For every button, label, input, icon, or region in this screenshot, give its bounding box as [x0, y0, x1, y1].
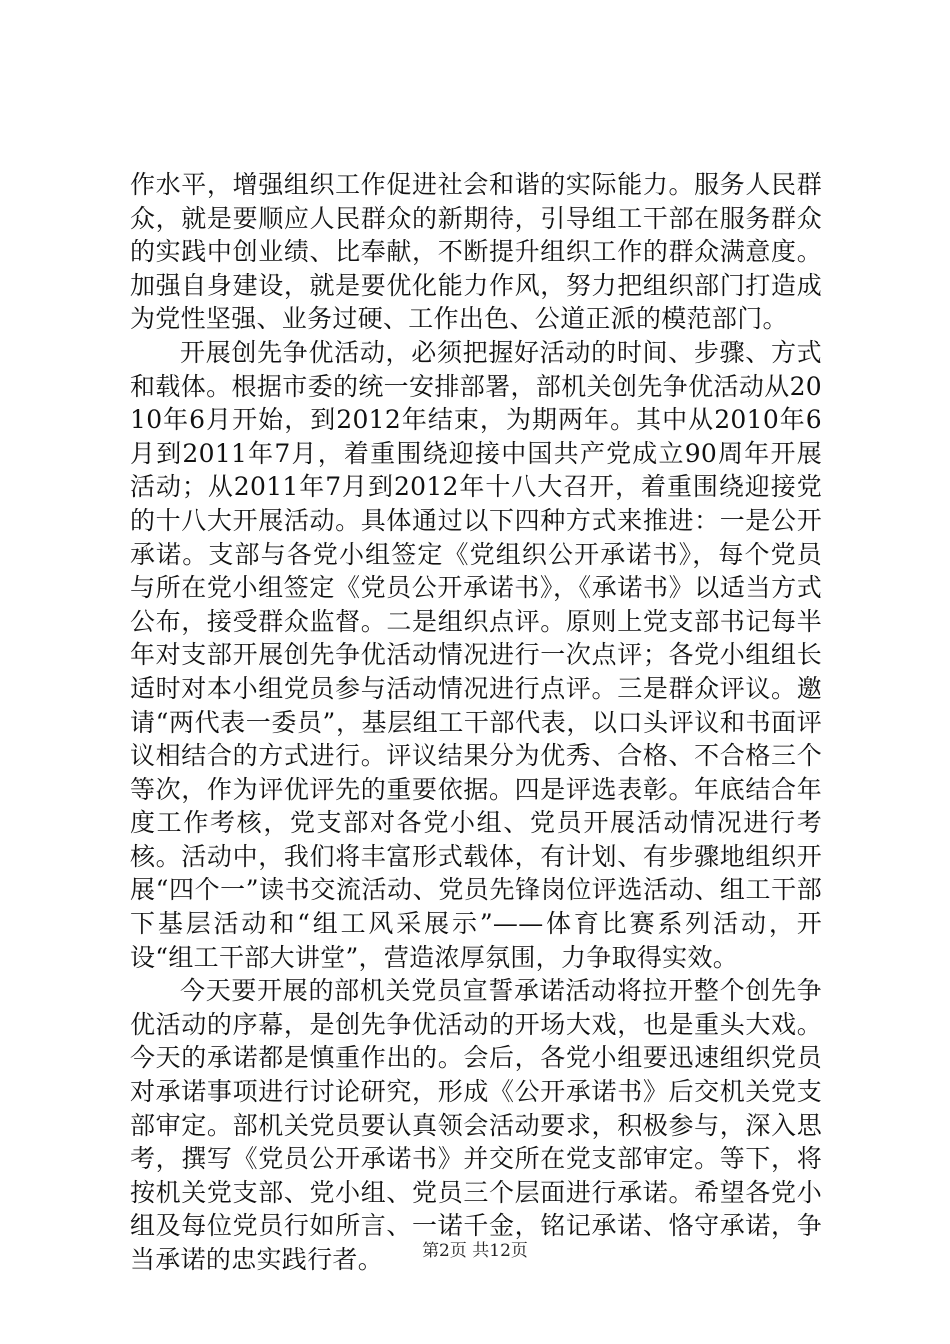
paragraph-1: 作水平，增强组织工作促进社会和谐的实际能力。服务人民群众，就是要顺应人民群众的新期待，引导组工干部在服务群众的实践中创业绩、比奉献，不断提升组织工作的群众满意度。加强自身建设，就是要优化能力作风，努力把组织部门打造成为党性坚强、业务过硬、工作出色、公道正派的模范部门。 [130, 170, 822, 334]
paragraph-2: 开展创先争优活动，必须把握好活动的时间、步骤、方式和载体。根据市委的统一安排部署，部机关创先争优活动从2010年6月开始，到2012年结束，为期两年。其中从2010年6月到2011年7月，着重围绕迎接中国共产党成立90周年开展活动；从2011年7月到2012年十八大召开，着重围绕迎接党的十八大开展活动。具体通过以下四种方式来推进：一是公开承诺。支部与各党小组签定《党组织公开承诺书》，每个党员与所在党小组签定《党员公开承诺书》，《承诺书》以适当方式公布，接受群众监督。二是组织点评。原则上党支部书记每半年对支部开展创先争优活动情况进行一次点评；各党小组组长适时对本小组党员参与活动情况进行点评。三是群众评议。邀请“两代表一委员”，基层组工干部代表，以口头评议和书面评议相结合的方式进行。评议结果分为优秀、合格、不合格三个等次，作为评优评先的重要依据。四是评选表彰。年底结合年度工作考核，党支部对各党小组、党员开展活动情况进行考核。活动中，我们将丰富形式载体，有计划、有步骤地组织开展“四个一”读书交流活动、党员先锋岗位评选活动、组工干部下基层活动和“组工风采展示”——体育比赛系列活动，开设“组工干部大讲堂”，营造浓厚氛围，力争取得实效。 [130, 337, 822, 972]
document-body [130, 168, 822, 1277]
paragraph-3: 今天要开展的部机关党员宣誓承诺活动将拉开整个创先争优活动的序幕，是创先争优活动的开场大戏，也是重头大戏。今天的承诺都是慎重作出的。会后，各党小组要迅速组织党员对承诺事项进行讨论研究，形成《公开承诺书》后交机关党支部审定。部机关党员要认真领会活动要求，积极参与，深入思考，撰写《党员公开承诺书》并交所在党支部审定。等下，将按机关党支部、党小组、党员三个层面进行承诺。希望各党小组及每位党员行如所言、一诺千金，铭记承诺、恪守承诺，争当承诺的忠实践行者。 [130, 976, 822, 1274]
page-footer [0, 1240, 950, 1262]
page-number-label: 第2页 共12页 [422, 1241, 528, 1261]
